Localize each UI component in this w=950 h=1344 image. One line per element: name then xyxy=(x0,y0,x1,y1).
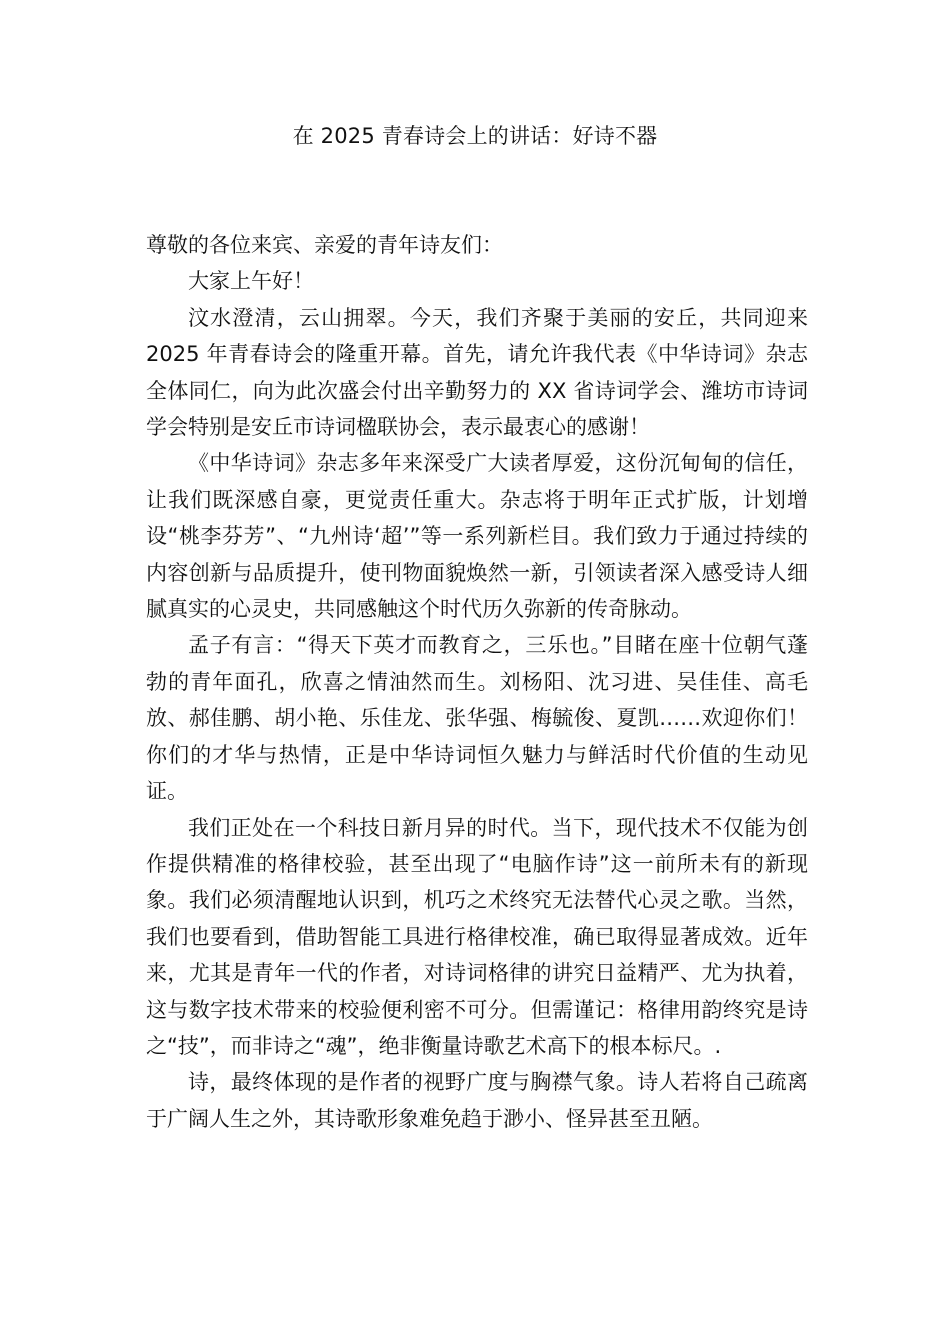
document-title: 在 2025 青春诗会上的讲话：好诗不器 xyxy=(292,124,658,148)
paragraph-poetry-vision: 诗，最终体现的是作者的视野广度与胸襟气象。诗人若将自己疏离于广阔人生之外，其诗歌形象难免趋于渺小、怪异甚至丑陋。 xyxy=(146,1070,808,1131)
document-body xyxy=(146,227,808,1137)
paragraph-technology: 我们正处在一个科技日新月异的时代。当下，现代技术不仅能为创作提供精准的格律校验，甚至出现了“电脑作诗”这一前所未有的新现象。我们必须清醒地认识到，机巧之术终究无法替代心灵之歌。当然，我们也要看到，借助智能工具进行格律校准，确已取得显著成效。近年来，尤其是青年一代的作者，对诗词格律的讲究日益精严、尤为执着，这与数字技术带来的校验便利密不可分。但需谨记：格律用韵终究是诗之“技”，而非诗之“魂”，绝非衡量诗歌艺术高下的根本标尺。. xyxy=(146,815,808,1058)
paragraph-opening: 汶水澄清，云山拥翠。今天，我们齐聚于美丽的安丘，共同迎来 2025 年青春诗会的隆重开幕。首先，请允许我代表《中华诗词》杂志全体同仁，向为此次盛会付出辛勤努力的 XX 省诗词学会、潍坊市诗词学会特别是安丘市诗词楹联协会，表示最衷心的感谢！ xyxy=(146,305,808,440)
paragraph-mencius: 孟子有言：“得天下英才而教育之，三乐也。”目睹在座十位朝气蓬勃的青年面孔，欣喜之情油然而生。刘杨阳、沈习进、吴佳佳、高毛放、郝佳鹏、胡小艳、乐佳龙、张华强、梅毓俊、夏凯……欢迎你们！你们的才华与热情，正是中华诗词恒久魅力与鲜活时代价值的生动见证。 xyxy=(146,633,808,804)
paragraph-magazine: 《中华诗词》杂志多年来深受广大读者厚爱，这份沉甸甸的信任，让我们既深感自豪，更觉责任重大。杂志将于明年正式扩版，计划增设“桃李芬芳”、“九州诗‘超’”等一系列新栏目。我们致力于通过持续的内容创新与品质提升，使刊物面貌焕然一新，引领读者深入感受诗人细腻真实的心灵史，共同感触这个时代历久弥新的传奇脉动。 xyxy=(146,451,808,622)
paragraph-greeting: 大家上午好！ xyxy=(188,269,314,294)
salutation: 尊敬的各位来宾、亲爱的青年诗友们： xyxy=(146,233,503,257)
